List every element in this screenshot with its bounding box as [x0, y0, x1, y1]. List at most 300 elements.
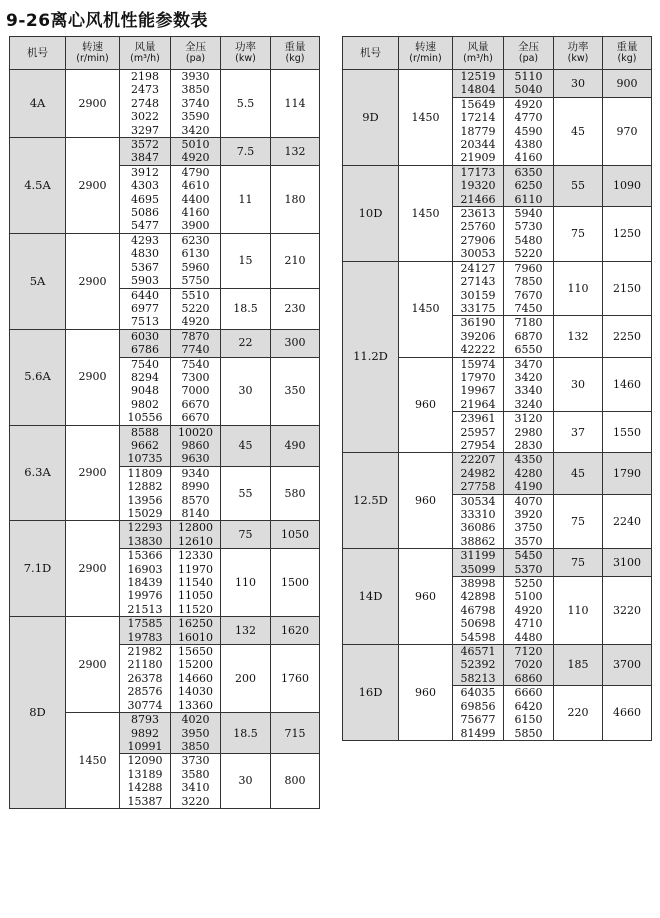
flow-cell-value: 18779: [460, 124, 496, 138]
model-cell: 5A: [10, 233, 66, 329]
power-cell: 30: [554, 70, 603, 98]
header-power-label: 功率: [567, 41, 589, 53]
weight-cell: 1050: [271, 521, 320, 549]
flow-cell-value: 7540: [131, 357, 159, 371]
pressure-cell-value: 3920: [514, 508, 543, 521]
header-power: [554, 37, 603, 70]
flow-cell-value: 17970: [460, 370, 496, 384]
pressure-cell-value: 5100: [514, 590, 543, 604]
pressure-cell-value: 7960: [514, 261, 543, 275]
weight-cell: 180: [271, 165, 320, 233]
weight-cell: 350: [271, 357, 320, 425]
pressure-cell-value: 8140: [181, 507, 210, 520]
pressure-cell-value: 5450: [514, 549, 543, 563]
flow-cell-value: 9892: [131, 726, 159, 740]
flow-cell-value: 21982: [127, 645, 163, 659]
pressure-cell: [504, 494, 554, 549]
pressure-cell-value: 4920: [514, 97, 543, 111]
weight-cell: 1760: [271, 645, 320, 713]
flow-cell-value: 25760: [460, 220, 496, 234]
weight-cell: 3700: [603, 645, 652, 686]
flow-cell-value: 10735: [127, 452, 163, 466]
flow-cell-value: 9048: [131, 384, 159, 398]
header-flow-unit: (m³/h): [463, 53, 493, 64]
pressure-cell-value: 3220: [181, 794, 210, 808]
flow-cell-value: 38998: [460, 577, 496, 591]
flow-cell: [453, 494, 504, 549]
pressure-cell-value: 4920: [181, 315, 210, 329]
pressure-cell: [171, 288, 221, 329]
power-cell: 45: [221, 425, 271, 466]
flow-cell-value: 30534: [460, 494, 496, 508]
pressure-cell-value: 5850: [514, 726, 543, 740]
pressure-cell: [171, 357, 221, 425]
pressure-cell-value: 6350: [514, 165, 543, 179]
pressure-cell: [504, 412, 554, 453]
table-row: [10, 521, 320, 549]
pressure-cell-value: 16010: [178, 630, 213, 644]
flow-cell-value: 12090: [127, 754, 163, 768]
flow-cell-value: 19976: [127, 589, 163, 603]
power-cell: 18.5: [221, 288, 271, 329]
flow-cell-value: 24982: [460, 466, 496, 480]
pressure-cell-value: 7850: [514, 275, 543, 289]
flow-cell-value: 23961: [460, 412, 496, 426]
pressure-cell-value: 3750: [514, 521, 543, 535]
flow-cell-value: 15387: [127, 794, 163, 808]
power-cell: 30: [221, 357, 271, 425]
weight-cell: 210: [271, 233, 320, 288]
pressure-cell: [504, 70, 554, 98]
speed-cell: 2900: [66, 329, 120, 425]
flow-cell-value: 21466: [460, 192, 496, 206]
pressure-cell-value: 5730: [514, 220, 543, 234]
pressure-cell: [171, 617, 221, 645]
header-flow-label: 风量: [467, 41, 489, 53]
flow-cell-value: 23613: [460, 207, 496, 221]
flow-cell-value: 15029: [127, 507, 163, 520]
header-weight: [271, 37, 320, 70]
pressure-cell-value: 4190: [514, 480, 543, 494]
flow-cell: [453, 165, 504, 206]
pressure-cell-value: 16250: [178, 617, 213, 631]
flow-cell-value: 3912: [131, 165, 159, 179]
flow-cell: [453, 645, 504, 686]
header-weight: [603, 37, 652, 70]
model-cell: 6.3A: [10, 425, 66, 521]
flow-cell-value: 19783: [127, 630, 163, 644]
flow-cell-value: 31199: [460, 549, 496, 563]
pressure-cell-value: 12800: [178, 521, 213, 535]
pressure-cell-value: 3850: [181, 739, 210, 753]
model-cell: 8D: [10, 617, 66, 809]
flow-cell-value: 3022: [131, 110, 159, 124]
header-power-unit: (kw): [235, 53, 256, 64]
pressure-cell-value: 7670: [514, 288, 543, 302]
weight-cell: 1790: [603, 453, 652, 494]
pressure-cell-value: 4480: [514, 630, 543, 644]
flow-cell: [453, 357, 504, 412]
flow-cell-value: 33175: [460, 301, 496, 315]
power-cell: 75: [221, 521, 271, 549]
pressure-cell: [171, 754, 221, 809]
weight-cell: 4660: [603, 686, 652, 741]
pressure-cell-value: 15200: [178, 658, 213, 672]
flow-cell-value: 11809: [127, 466, 163, 480]
power-cell: 220: [554, 686, 603, 741]
header-weight-unit: (kg): [617, 53, 637, 64]
table-row: [10, 70, 320, 138]
weight-cell: 1620: [271, 617, 320, 645]
model-cell: 16D: [343, 645, 399, 741]
pressure-cell-value: 7020: [514, 658, 543, 672]
pressure-cell: [171, 466, 221, 521]
flow-cell-value: 8793: [131, 713, 159, 727]
pressure-cell-value: 12610: [178, 534, 213, 548]
pressure-cell-value: 4160: [181, 206, 210, 220]
flow-cell-value: 38862: [460, 534, 496, 548]
flow-cell: [453, 686, 504, 741]
pressure-cell: [504, 357, 554, 412]
flow-cell: [120, 754, 171, 809]
pressure-cell-value: 2830: [514, 438, 543, 452]
speed-cell: 2900: [66, 617, 120, 713]
pressure-cell-value: 7180: [514, 316, 543, 330]
flow-cell-value: 36086: [460, 521, 496, 535]
flow-cell-value: 5086: [131, 206, 159, 220]
pressure-cell-value: 4770: [514, 111, 543, 125]
pressure-cell-value: 4590: [514, 124, 543, 138]
header-pressure-unit: (pa): [518, 53, 539, 64]
pressure-cell-value: 5010: [181, 138, 210, 152]
weight-cell: 1460: [603, 357, 652, 412]
flow-cell-value: 46571: [460, 645, 496, 659]
speed-cell: 960: [399, 357, 453, 453]
power-cell: 75: [554, 494, 603, 549]
pressure-cell-value: 4920: [514, 603, 543, 617]
weight-cell: 715: [271, 713, 320, 754]
flow-cell-value: 54598: [460, 630, 496, 644]
flow-cell-value: 14804: [460, 83, 496, 97]
pressure-cell-value: 4380: [514, 138, 543, 152]
pressure-cell-value: 6860: [514, 671, 543, 685]
power-cell: 110: [554, 261, 603, 316]
flow-cell-value: 75677: [460, 713, 496, 727]
flow-cell-value: 58213: [460, 671, 496, 685]
pressure-cell-value: 3120: [514, 412, 543, 426]
speed-cell: 2900: [66, 233, 120, 329]
speed-cell: 960: [399, 453, 453, 549]
flow-cell-value: 27954: [460, 438, 496, 452]
pressure-cell: [171, 549, 221, 617]
pressure-cell-value: 10020: [178, 425, 213, 439]
pressure-cell-value: 3470: [514, 357, 543, 371]
weight-cell: 2250: [603, 316, 652, 357]
page-title: 9-26离心风机性能参数表: [6, 11, 209, 31]
flow-cell: [120, 357, 171, 425]
pressure-cell-value: 7740: [181, 343, 210, 357]
pressure-cell: [171, 233, 221, 288]
weight-cell: 490: [271, 425, 320, 466]
flow-cell-value: 28576: [127, 685, 163, 699]
header-power-unit: (kw): [567, 53, 589, 64]
pressure-cell-value: 7120: [514, 645, 543, 659]
flow-cell-value: 50698: [460, 617, 496, 631]
flow-cell: [120, 138, 171, 166]
pressure-cell-value: 7450: [514, 301, 543, 315]
flow-cell-value: 9802: [131, 397, 159, 411]
pressure-cell: [171, 645, 221, 713]
power-cell: 7.5: [221, 138, 271, 166]
flow-cell-value: 42898: [460, 590, 496, 604]
table-row: [343, 453, 652, 494]
pressure-cell-value: 14660: [178, 671, 213, 685]
model-cell: 10D: [343, 165, 399, 261]
pressure-cell: [504, 453, 554, 494]
model-cell: 4.5A: [10, 138, 66, 234]
flow-cell-value: 7513: [131, 315, 159, 329]
power-cell: 30: [554, 357, 603, 412]
power-cell: 30: [221, 754, 271, 809]
header-speed-label: 转速: [82, 41, 103, 53]
flow-cell-value: 6977: [131, 301, 159, 315]
flow-cell-value: 10991: [127, 739, 163, 753]
speed-cell: 960: [399, 645, 453, 741]
pressure-cell: [171, 713, 221, 754]
power-cell: 132: [221, 617, 271, 645]
power-cell: 5.5: [221, 70, 271, 138]
model-cell: 4A: [10, 70, 66, 138]
power-cell: 11: [221, 165, 271, 233]
flow-cell-value: 6786: [131, 343, 159, 357]
flow-cell-value: 21513: [127, 602, 163, 616]
flow-cell: [120, 549, 171, 617]
pressure-cell: [171, 425, 221, 466]
table-row: [10, 233, 320, 288]
header-power: [221, 37, 271, 70]
flow-cell-value: 17214: [460, 111, 496, 125]
pressure-cell-value: 6250: [514, 179, 543, 193]
speed-cell: 1450: [66, 713, 120, 809]
flow-cell-value: 22207: [460, 453, 496, 467]
weight-cell: 1550: [603, 412, 652, 453]
header-pressure: [171, 37, 221, 70]
pressure-cell: [504, 549, 554, 577]
pressure-cell-value: 9630: [181, 452, 210, 466]
power-cell: 110: [221, 549, 271, 617]
flow-cell-value: 8294: [131, 370, 159, 384]
flow-cell-value: 21964: [460, 397, 496, 411]
table-row: [343, 70, 652, 98]
power-cell: 18.5: [221, 713, 271, 754]
flow-cell: [120, 713, 171, 754]
header-weight-label: 重量: [616, 41, 638, 53]
header-flow-label: 风量: [134, 41, 156, 53]
pressure-cell-value: 4400: [181, 192, 210, 206]
flow-cell-value: 64035: [460, 686, 496, 700]
pressure-cell-value: 4350: [514, 453, 543, 467]
weight-cell: 230: [271, 288, 320, 329]
speed-cell: 1450: [399, 70, 453, 166]
header-flow: [453, 37, 504, 70]
pressure-cell-value: 3340: [514, 384, 543, 398]
pressure-cell-value: 4920: [181, 151, 210, 165]
flow-cell-value: 18439: [127, 576, 163, 590]
flow-cell-value: 69856: [460, 699, 496, 713]
header-pressure: [504, 37, 554, 70]
header-power-label: 功率: [235, 41, 256, 53]
pressure-cell-value: 4160: [514, 151, 543, 165]
flow-cell-value: 46798: [460, 603, 496, 617]
flow-cell-value: 19320: [460, 179, 496, 193]
pressure-cell-value: 4020: [181, 713, 210, 727]
flow-cell-value: 42222: [460, 343, 496, 357]
pressure-cell-value: 4710: [514, 617, 543, 631]
flow-cell-value: 81499: [460, 726, 496, 740]
pressure-cell-value: 6230: [181, 233, 210, 247]
flow-cell-value: 2473: [131, 83, 159, 97]
flow-cell-value: 3572: [131, 138, 159, 152]
pressure-cell-value: 8570: [181, 493, 210, 507]
pressure-cell-value: 3240: [514, 397, 543, 411]
flow-cell-value: 6030: [131, 329, 159, 343]
pressure-cell-value: 5750: [181, 274, 210, 288]
pressure-cell-value: 3740: [181, 96, 210, 110]
pressure-cell-value: 5940: [514, 207, 543, 221]
pressure-cell-value: 3930: [181, 70, 210, 83]
pressure-cell-value: 14030: [178, 685, 213, 699]
table-row: [10, 138, 320, 166]
pressure-cell-value: 5480: [514, 233, 543, 247]
power-cell: 45: [554, 97, 603, 165]
speed-cell: 2900: [66, 70, 120, 138]
flow-cell-value: 14288: [127, 781, 163, 795]
flow-cell-value: 30053: [460, 247, 496, 261]
flow-cell: [120, 329, 171, 357]
header-weight-label: 重量: [284, 41, 306, 53]
speed-cell: 2900: [66, 521, 120, 617]
header-speed-unit: (r/min): [76, 53, 109, 64]
model-cell: 9D: [343, 70, 399, 166]
weight-cell: 3220: [603, 577, 652, 645]
flow-cell: [453, 97, 504, 165]
flow-cell: [453, 70, 504, 98]
weight-cell: 300: [271, 329, 320, 357]
model-cell: 5.6A: [10, 329, 66, 425]
pressure-cell-value: 6660: [514, 686, 543, 700]
header-model-label: 机号: [27, 47, 48, 59]
pressure-cell-value: 5960: [181, 260, 210, 274]
flow-cell: [453, 261, 504, 316]
pressure-cell: [504, 165, 554, 206]
pressure-cell-value: 3410: [181, 781, 210, 795]
flow-cell-value: 13956: [127, 493, 163, 507]
pressure-cell-value: 6870: [514, 329, 543, 343]
weight-cell: 132: [271, 138, 320, 166]
pressure-cell-value: 4790: [181, 165, 210, 179]
pressure-cell-value: 11050: [178, 589, 213, 603]
weight-cell: 1500: [271, 549, 320, 617]
weight-cell: 1250: [603, 207, 652, 262]
pressure-cell-value: 8990: [181, 480, 210, 494]
flow-cell-value: 17173: [460, 165, 496, 179]
header-pressure-unit: (pa): [185, 53, 206, 64]
flow-cell-value: 15366: [127, 549, 163, 563]
flow-cell-value: 4695: [131, 192, 159, 206]
pressure-cell-value: 5040: [514, 83, 543, 97]
power-cell: 75: [554, 207, 603, 262]
pressure-cell-value: 3570: [514, 534, 543, 548]
flow-cell-value: 30159: [460, 288, 496, 302]
flow-cell: [120, 521, 171, 549]
pressure-cell-value: 3950: [181, 726, 210, 740]
header-weight-unit: (kg): [285, 53, 305, 64]
pressure-cell-value: 11970: [178, 562, 213, 576]
pressure-cell-value: 5110: [514, 70, 543, 83]
pressure-cell-value: 5510: [181, 288, 210, 302]
header-speed-unit: (r/min): [409, 53, 442, 64]
flow-cell: [453, 207, 504, 262]
pressure-cell-value: 7540: [181, 357, 210, 371]
pressure-cell-value: 6420: [514, 699, 543, 713]
pressure-cell: [171, 70, 221, 138]
pressure-cell-value: 3590: [181, 110, 210, 124]
flow-cell: [120, 288, 171, 329]
table-row: [343, 165, 652, 206]
pressure-cell-value: 3420: [181, 123, 210, 137]
flow-cell-value: 24127: [460, 261, 496, 275]
pressure-cell: [504, 207, 554, 262]
flow-cell-value: 13189: [127, 767, 163, 781]
flow-cell-value: 5477: [131, 219, 159, 233]
pressure-cell: [171, 329, 221, 357]
pressure-cell: [171, 138, 221, 166]
flow-cell-value: 4293: [131, 233, 159, 247]
flow-cell-value: 21180: [127, 658, 163, 672]
flow-cell-value: 5903: [131, 274, 159, 288]
flow-cell: [453, 453, 504, 494]
flow-cell-value: 30774: [127, 698, 163, 712]
pressure-cell-value: 15650: [178, 645, 213, 659]
table-row: [343, 549, 652, 577]
weight-cell: 2150: [603, 261, 652, 316]
pressure-cell-value: 5220: [514, 247, 543, 261]
flow-cell-value: 10556: [127, 411, 163, 425]
header-flow-unit: (m³/h): [130, 53, 160, 64]
header-speed: [399, 37, 453, 70]
pressure-cell: [504, 97, 554, 165]
flow-cell-value: 36190: [460, 316, 496, 330]
performance-table-right: [342, 36, 652, 741]
flow-cell: [120, 233, 171, 288]
power-cell: 22: [221, 329, 271, 357]
flow-cell-value: 15649: [460, 97, 496, 111]
flow-cell: [120, 645, 171, 713]
pressure-cell-value: 6550: [514, 343, 543, 357]
flow-cell-value: 39206: [460, 329, 496, 343]
flow-cell-value: 3847: [131, 151, 159, 165]
header-pressure-label: 全压: [185, 41, 206, 53]
weight-cell: 2240: [603, 494, 652, 549]
pressure-cell-value: 3900: [181, 219, 210, 233]
flow-cell-value: 9662: [131, 438, 159, 452]
pressure-cell-value: 5370: [514, 562, 543, 576]
model-cell: 11.2D: [343, 261, 399, 453]
flow-cell-value: 12293: [127, 521, 163, 535]
flow-cell-value: 12882: [127, 480, 163, 494]
flow-cell: [453, 549, 504, 577]
table-row: [10, 425, 320, 466]
